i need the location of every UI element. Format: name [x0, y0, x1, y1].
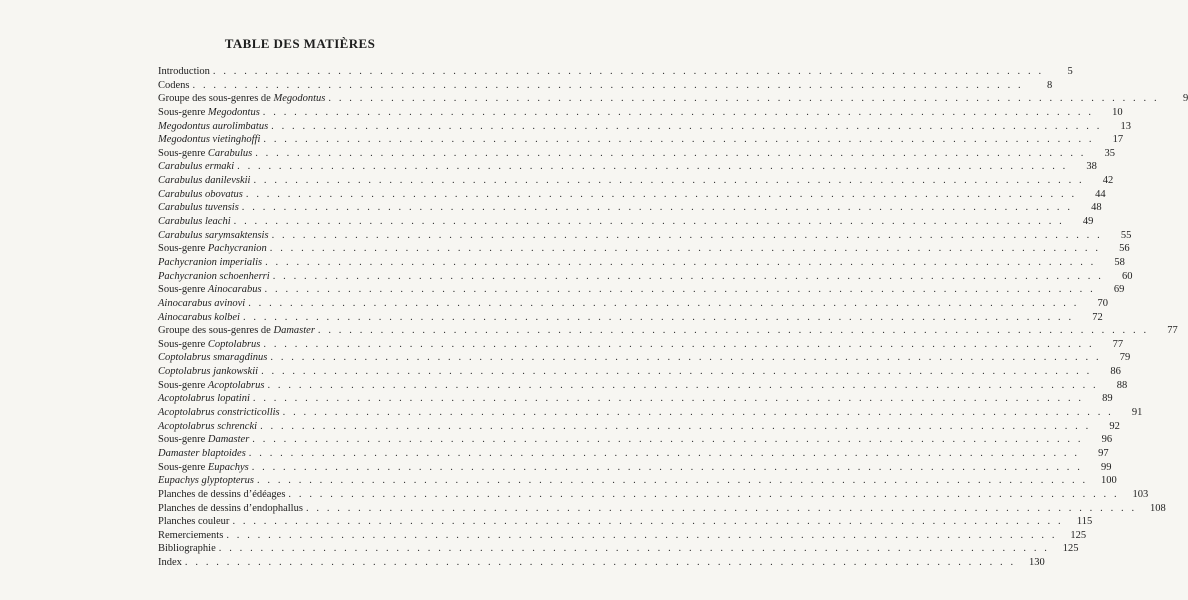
toc-entry: [158, 160, 1097, 174]
toc-page-number: 17: [1112, 134, 1124, 146]
toc-entry-text: Planches de dessins d’endophallus: [158, 502, 303, 514]
toc-entry: [158, 351, 1131, 365]
dot-leader: . . . . . . . . . . . . . . . . . . . . . . . . . . . . . . . . . . . . . . . . . . . . . . . . . . . . . . . . . . . . . . . . . . . . . . . . . . . . . . . .: [261, 366, 1092, 378]
toc-entry-taxon: Carabulus ermaki: [158, 161, 235, 173]
toc-page-number: 58: [1114, 256, 1125, 268]
dot-leader: . . . . . . . . . . . . . . . . . . . . . . . . . . . . . . . . . . . . . . . . . . . . . . . . . . . . . . . . . . . . . . . . . . . . . . . . . . . . . . . .: [248, 297, 1079, 309]
dot-leader: . . . . . . . . . . . . . . . . . . . . . . . . . . . . . . . . . . . . . . . . . . . . . . . . . . . . . . . . . . . . . . . . . . . . . . . . . . . . . . . .: [263, 134, 1095, 146]
toc-page-number: 115: [1076, 516, 1093, 528]
toc-page-number: 77: [1112, 338, 1124, 350]
toc-entry: [158, 324, 1178, 338]
toc-entry: [158, 420, 1120, 434]
table-of-contents: [158, 65, 1188, 570]
toc-entry: [158, 297, 1108, 311]
toc-entry: [158, 311, 1103, 325]
toc-entry-title: [158, 556, 182, 570]
toc-entry-title: [158, 283, 262, 297]
toc-entry: [158, 270, 1133, 284]
toc-entry-taxon: Damaster blaptoides: [158, 447, 246, 459]
toc-entry-text: Sous-genre: [158, 106, 208, 118]
toc-entry-title: [158, 215, 231, 229]
dot-leader: . . . . . . . . . . . . . . . . . . . . . . . . . . . . . . . . . . . . . . . . . . . . . . . . . . . . . . . . . . . . . . . . . . . . . . . . . . . . . . . .: [237, 161, 1068, 173]
toc-page-number: 86: [1110, 366, 1121, 378]
toc-entry-title: [158, 311, 240, 325]
toc-entry-taxon: Damaster: [207, 434, 250, 446]
toc-entry-title: [158, 65, 210, 79]
toc-entry: [158, 502, 1166, 516]
toc-page-number: 55: [1120, 229, 1132, 241]
toc-entry: [158, 542, 1079, 556]
dot-leader: . . . . . . . . . . . . . . . . . . . . . . . . . . . . . . . . . . . . . . . . . . . . . . . . . . . . . . . . . . . . . . . . . . . . . . . . . . . . . . . .: [251, 461, 1083, 473]
toc-entry-text: Groupe des sous-genres de: [158, 325, 274, 337]
toc-entry-title: [158, 270, 270, 284]
toc-entry-text: Sous-genre: [158, 379, 208, 391]
toc-entry-title: [158, 256, 262, 270]
toc-entry: [158, 283, 1125, 297]
toc-entry-taxon: Megodontus: [207, 106, 260, 118]
toc-page-number: 49: [1082, 216, 1094, 228]
dot-leader: . . . . . . . . . . . . . . . . . . . . . . . . . . . . . . . . . . . . . . . . . . . . . . . . . . . . . . . . . . . . . . . . . . . . . . . . . . . . . . . .: [242, 311, 1074, 323]
toc-entry-title: [158, 461, 249, 475]
dot-leader: . . . . . . . . . . . . . . . . . . . . . . . . . . . . . . . . . . . . . . . . . . . . . . . . . . . . . . . . . . . . . . . . . . . . . . . . . . . . . . . .: [248, 447, 1080, 459]
toc-entry-title: [158, 92, 325, 106]
dot-leader: . . . . . . . . . . . . . . . . . . . . . . . . . . . . . . . . . . . . . . . . . . . . . . . . . . . . . . . . . . . . . . . . . . . . . . . . . . . . . . . .: [262, 106, 1094, 118]
toc-entry-title: [158, 365, 258, 379]
toc-entry-title: [158, 529, 223, 543]
toc-entry-title: [158, 433, 249, 447]
dot-leader: . . . . . . . . . . . . . . . . . . . . . . . . . . . . . . . . . . . . . . . . . . . . . . . . . . . . . . . . . . . . . . . . . . . . . . . . . . . . . . . .: [265, 256, 1096, 268]
toc-entry: [158, 488, 1149, 502]
toc-entry-title: [158, 379, 264, 393]
toc-entry-title: [158, 174, 250, 188]
toc-entry-taxon: Eupachys glyptopterus: [158, 475, 254, 487]
toc-entry: [158, 106, 1123, 120]
toc-entry: [158, 556, 1045, 570]
toc-entry: [158, 188, 1106, 202]
toc-entry-text: Planches de dessins d’édéages: [158, 488, 286, 500]
toc-entry: [158, 201, 1102, 215]
toc-entry-taxon: Ainocarabus kolbei: [158, 311, 240, 323]
toc-entry: [158, 215, 1094, 229]
dot-leader: . . . . . . . . . . . . . . . . . . . . . . . . . . . . . . . . . . . . . . . . . . . . . . . . . . . . . . . . . . . . . . . . . . . . . . . . . . . . . . . .: [269, 243, 1101, 255]
toc-entry-text: Remerciements: [158, 529, 224, 541]
page-title: TABLE DES MATIÈRES: [224, 36, 376, 51]
toc-entry-title: [158, 133, 260, 147]
toc-page-number: 125: [1070, 529, 1087, 541]
toc-page-number: 70: [1097, 297, 1108, 309]
toc-entry-taxon: Coptolabrus smaragdinus: [158, 352, 268, 364]
toc-entry: [158, 392, 1113, 406]
toc-page-number: 125: [1062, 543, 1079, 555]
toc-entry-taxon: Acoptolabrus constricticollis: [158, 407, 280, 419]
toc-entry-text: Bibliographie: [158, 543, 216, 555]
toc-page-number: 42: [1102, 175, 1114, 187]
toc-page-number: 38: [1086, 161, 1097, 173]
toc-page-number: 60: [1121, 270, 1133, 282]
toc-entry-taxon: Carabulus danilevskii: [158, 175, 251, 187]
toc-entry-title: [158, 488, 285, 502]
toc-entry: [158, 120, 1131, 134]
toc-entry-title: [158, 120, 268, 134]
toc-entry-title: [158, 542, 216, 556]
toc-entry-title: [158, 392, 250, 406]
dot-leader: . . . . . . . . . . . . . . . . . . . . . . . . . . . . . . . . . . . . . . . . . . . . . . . . . . . . . . . . . . . . . . . . . . . . . . . . . . . . . . . .: [317, 325, 1149, 337]
toc-entry: [158, 229, 1132, 243]
dot-leader: . . . . . . . . . . . . . . . . . . . . . . . . . . . . . . . . . . . . . . . . . . . . . . . . . . . . . . . . . . . . . . . . . . . . . . . . . . . . . . . .: [233, 216, 1065, 228]
toc-entry-text: Introduction: [158, 66, 210, 77]
toc-page-number: 91: [1131, 407, 1143, 419]
dot-leader: . . . . . . . . . . . . . . . . . . . . . . . . . . . . . . . . . . . . . . . . . . . . . . . . . . . . . . . . . . . . . . . . . . . . . . . . . . . . . . . .: [263, 338, 1095, 350]
toc-page-number: 88: [1116, 379, 1128, 391]
toc-entry: [158, 433, 1113, 447]
toc-entry-title: [158, 420, 257, 434]
toc-entry-text: Sous-genre: [158, 434, 208, 446]
toc-entry: [158, 379, 1128, 393]
toc-entry-title: [158, 242, 267, 256]
toc-entry-title: [158, 324, 315, 338]
toc-entry-title: [158, 502, 303, 516]
toc-entry-title: [158, 297, 245, 311]
toc-entry: [158, 147, 1115, 161]
toc-page-number: 96: [1101, 434, 1113, 446]
toc-entry: [158, 338, 1124, 352]
dot-leader: . . . . . . . . . . . . . . . . . . . . . . . . . . . . . . . . . . . . . . . . . . . . . . . . . . . . . . . . . . . . . . . . . . . . . . . . . . . . . . . .: [245, 188, 1077, 200]
dot-leader: . . . . . . . . . . . . . . . . . . . . . . . . . . . . . . . . . . . . . . . . . . . . . . . . . . . . . . . . . . . . . . . . . . . . . . . . . . . . . . . .: [282, 407, 1114, 419]
toc-page-number: 8: [1047, 79, 1053, 91]
toc-entry-title: [158, 147, 252, 161]
toc-entry-text: Sous-genre: [158, 461, 208, 473]
dot-leader: . . . . . . . . . . . . . . . . . . . . . . . . . . . . . . . . . . . . . . . . . . . . . . . . . . . . . . . . . . . . . . . . . . . . . . . . . . . . . . . .: [288, 488, 1120, 500]
toc-entry-text: Sous-genre: [158, 284, 208, 296]
dot-leader: . . . . . . . . . . . . . . . . . . . . . . . . . . . . . . . . . . . . . . . . . . . . . . . . . . . . . . . . . . . . . . . . . . . . . . . . . . . . . . . .: [192, 79, 1024, 91]
dot-leader: . . . . . . . . . . . . . . . . . . . . . . . . . . . . . . . . . . . . . . . . . . . . . . . . . . . . . . . . . . . . . . . . . . . . . . . . . . . . . . . .: [255, 147, 1086, 159]
toc-entry-title: [158, 201, 239, 215]
toc-entry-taxon: Pachycranion: [207, 243, 267, 255]
dot-leader: . . . . . . . . . . . . . . . . . . . . . . . . . . . . . . . . . . . . . . . . . . . . . . . . . . . . . . . . . . . . . . . . . . . . . . . . . . . . . . . .: [305, 502, 1137, 514]
toc-page-number: 56: [1119, 243, 1130, 255]
toc-entry: [158, 133, 1124, 147]
toc-page-number: 89: [1102, 393, 1113, 405]
toc-entry: [158, 447, 1109, 461]
toc-entry-taxon: Acoptolabrus schrencki: [158, 420, 258, 432]
dot-leader: . . . . . . . . . . . . . . . . . . . . . . . . . . . . . . . . . . . . . . . . . . . . . . . . . . . . . . . . . . . . . . . . . . . . . . . . . . . . . . . .: [264, 284, 1096, 296]
toc-entry-title: [158, 188, 243, 202]
toc-entry-taxon: Carabulus sarymsaktensis: [158, 229, 269, 241]
toc-page-number: 103: [1132, 488, 1149, 500]
dot-leader: . . . . . . . . . . . . . . . . . . . . . . . . . . . . . . . . . . . . . . . . . . . . . . . . . . . . . . . . . . . . . . . . . . . . . . . . . . . . . . . .: [226, 529, 1058, 541]
toc-entry-title: [158, 229, 269, 243]
dot-leader: . . . . . . . . . . . . . . . . . . . . . . . . . . . . . . . . . . . . . . . . . . . . . . . . . . . . . . . . . . . . . . . . . . . . . . . . . . . . . . . .: [260, 420, 1091, 432]
toc-entry-text: Groupe des sous-genres de: [158, 93, 274, 105]
toc-entry-title: [158, 106, 260, 120]
toc-entry-taxon: Coptolabrus jankowskii: [158, 366, 259, 378]
toc-entry-taxon: Carabulus tuvensis: [158, 202, 239, 214]
toc-entry-title: [158, 474, 254, 488]
toc-page-number: 10: [1112, 106, 1123, 118]
dot-leader: . . . . . . . . . . . . . . . . . . . . . . . . . . . . . . . . . . . . . . . . . . . . . . . . . . . . . . . . . . . . . . . . . . . . . . . . . . . . . . . .: [252, 393, 1084, 405]
toc-entry-taxon: Megodontus vietinghoffi: [158, 134, 261, 146]
toc-entry: [158, 529, 1087, 543]
toc-entry-taxon: Ainocarabus avinovi: [158, 297, 246, 309]
toc-entry: [158, 256, 1125, 270]
dot-leader: . . . . . . . . . . . . . . . . . . . . . . . . . . . . . . . . . . . . . . . . . . . . . . . . . . . . . . . . . . . . . . . . . . . . . . . . . . . . . . . .: [218, 543, 1050, 555]
toc-entry: [158, 79, 1053, 93]
toc-entry-title: [158, 79, 190, 93]
toc-page-number: 44: [1095, 188, 1106, 200]
toc-entry: [158, 461, 1112, 475]
toc-page-number: 92: [1109, 420, 1120, 432]
toc-entry-taxon: Damaster: [273, 325, 315, 337]
toc-entry-text: Sous-genre: [158, 243, 208, 255]
toc-page-number: 77: [1167, 325, 1178, 337]
dot-leader: . . . . . . . . . . . . . . . . . . . . . . . . . . . . . . . . . . . . . . . . . . . . . . . . . . . . . . . . . . . . . . . . . . . . . . . . . . . . . . . .: [271, 229, 1103, 241]
toc-page-number: 9: [1182, 93, 1188, 105]
toc-entry-title: [158, 160, 234, 174]
toc-page-number: 130: [1028, 557, 1045, 569]
toc-entry: [158, 92, 1188, 106]
dot-leader: . . . . . . . . . . . . . . . . . . . . . . . . . . . . . . . . . . . . . . . . . . . . . . . . . . . . . . . . . . . . . . . . . . . . . . . . . . . . . . . .: [267, 379, 1099, 391]
toc-page-number: 48: [1091, 202, 1102, 214]
toc-page-number: 97: [1098, 447, 1109, 459]
dot-leader: . . . . . . . . . . . . . . . . . . . . . . . . . . . . . . . . . . . . . . . . . . . . . . . . . . . . . . . . . . . . . . . . . . . . . . . . . . . . . . . .: [184, 557, 1016, 569]
toc-entry-taxon: Eupachys: [207, 461, 249, 473]
toc-entry-taxon: Acoptolabrus: [207, 379, 265, 391]
toc-entry: [158, 406, 1143, 420]
toc-entry-title: [158, 338, 260, 352]
dot-leader: . . . . . . . . . . . . . . . . . . . . . . . . . . . . . . . . . . . . . . . . . . . . . . . . . . . . . . . . . . . . . . . . . . . . . . . . . . . . . . . .: [232, 516, 1064, 528]
dot-leader: . . . . . . . . . . . . . . . . . . . . . . . . . . . . . . . . . . . . . . . . . . . . . . . . . . . . . . . . . . . . . . . . . . . . . . . . . . . . . . . .: [270, 352, 1102, 364]
toc-entry-title: [158, 447, 246, 461]
toc-page-number: 72: [1092, 311, 1103, 323]
toc-entry-taxon: Coptolabrus: [207, 338, 261, 350]
toc-entry-taxon: Megodontus: [273, 93, 326, 105]
dot-leader: . . . . . . . . . . . . . . . . . . . . . . . . . . . . . . . . . . . . . . . . . . . . . . . . . . . . . . . . . . . . . . . . . . . . . . . . . . . . . . . .: [241, 202, 1073, 214]
dot-leader: . . . . . . . . . . . . . . . . . . . . . . . . . . . . . . . . . . . . . . . . . . . . . . . . . . . . . . . . . . . . . . . . . . . . . . . . . . . . . . . .: [272, 270, 1104, 282]
toc-page-number: 5: [1067, 66, 1073, 77]
dot-leader: . . . . . . . . . . . . . . . . . . . . . . . . . . . . . . . . . . . . . . . . . . . . . . . . . . . . . . . . . . . . . . . . . . . . . . . . . . . . . . . .: [328, 93, 1160, 105]
dot-leader: . . . . . . . . . . . . . . . . . . . . . . . . . . . . . . . . . . . . . . . . . . . . . . . . . . . . . . . . . . . . . . . . . . . . . . . . . . . . . . . .: [252, 434, 1084, 446]
toc-page-number: 13: [1120, 120, 1131, 132]
toc-entry: [158, 242, 1130, 256]
toc-entry-text: Codens: [158, 79, 190, 91]
toc-entry-title: [158, 351, 267, 365]
toc-entry-taxon: Ainocarabus: [207, 284, 262, 296]
toc-page-number: 79: [1119, 352, 1131, 364]
toc-entry-taxon: Carabulus leachi: [158, 216, 231, 228]
toc-entry-title: [158, 515, 229, 529]
toc-entry-taxon: Carabulus obovatus: [158, 188, 243, 200]
toc-entry: [158, 65, 1073, 79]
toc-entry-taxon: Megodontus aurolimbatus: [158, 120, 269, 132]
toc-entry-text: Planches couleur: [158, 516, 230, 528]
toc-entry-taxon: Pachycranion imperialis: [158, 256, 263, 268]
dot-leader: . . . . . . . . . . . . . . . . . . . . . . . . . . . . . . . . . . . . . . . . . . . . . . . . . . . . . . . . . . . . . . . . . . . . . . . . . . . . . . . .: [212, 66, 1044, 77]
dot-leader: . . . . . . . . . . . . . . . . . . . . . . . . . . . . . . . . . . . . . . . . . . . . . . . . . . . . . . . . . . . . . . . . . . . . . . . . . . . . . . . .: [256, 475, 1088, 487]
toc-entry: [158, 365, 1121, 379]
toc-page-number: 108: [1149, 502, 1166, 514]
toc-entry: [158, 174, 1114, 188]
toc-entry-title: [158, 406, 280, 420]
dot-leader: . . . . . . . . . . . . . . . . . . . . . . . . . . . . . . . . . . . . . . . . . . . . . . . . . . . . . . . . . . . . . . . . . . . . . . . . . . . . . . . .: [253, 175, 1085, 187]
toc-page-number: 99: [1100, 461, 1112, 473]
toc-page-number: 35: [1104, 147, 1115, 159]
toc-entry-taxon: Acoptolabrus lopatini: [158, 393, 250, 405]
toc-entry-text: Sous-genre: [158, 338, 208, 350]
toc-page-number: 69: [1113, 284, 1125, 296]
toc-entry-text: Index: [158, 557, 182, 569]
toc-entry: [158, 515, 1093, 529]
dot-leader: . . . . . . . . . . . . . . . . . . . . . . . . . . . . . . . . . . . . . . . . . . . . . . . . . . . . . . . . . . . . . . . . . . . . . . . . . . . . . . . .: [271, 120, 1102, 132]
toc-entry-text: Sous-genre: [158, 147, 208, 159]
toc-entry-taxon: Pachycranion schoenherri: [158, 270, 270, 282]
toc-page-number: 100: [1100, 475, 1117, 487]
toc-entry: [158, 474, 1117, 488]
toc-entry-taxon: Carabulus: [207, 147, 253, 159]
